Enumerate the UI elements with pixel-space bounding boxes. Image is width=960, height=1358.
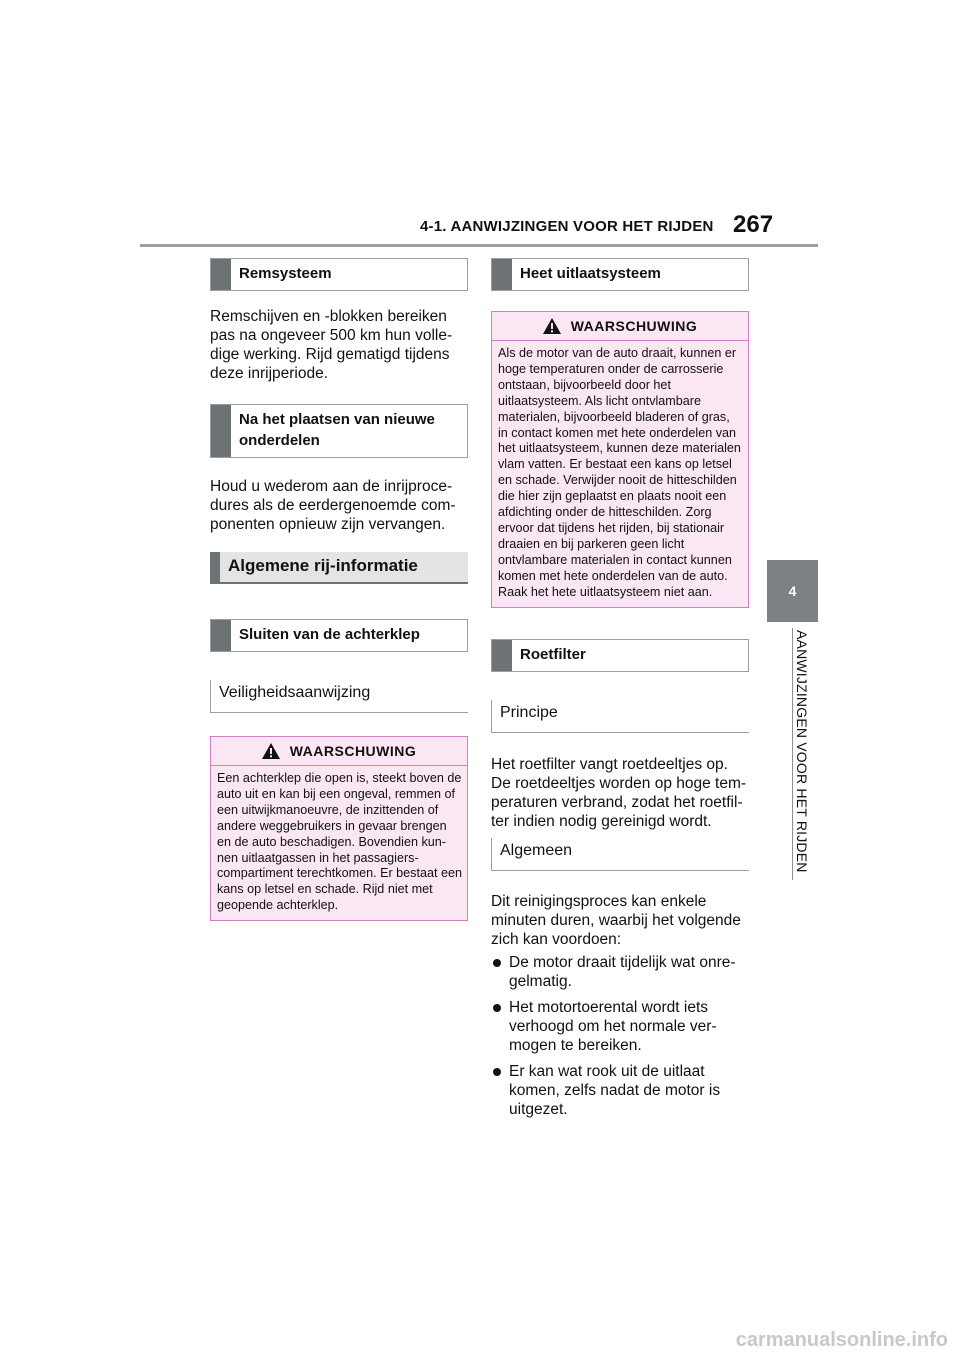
heading-principe: Principe bbox=[491, 700, 749, 733]
heading-bar bbox=[492, 640, 512, 671]
list-item bbox=[491, 1062, 749, 1119]
heading-achterklep bbox=[210, 619, 468, 652]
warning-box-uitlaat bbox=[491, 311, 749, 608]
warning-header bbox=[211, 737, 467, 766]
bullet-list bbox=[491, 953, 749, 1126]
list-item-text: Het motortoerental wordt iets verhoogd om het normale vermogen te bereiken. bbox=[509, 999, 717, 1054]
heading-roetfilter bbox=[491, 639, 749, 672]
heading-remsysteem bbox=[210, 258, 468, 291]
list-item bbox=[491, 953, 749, 991]
heading-veiligheidsaanwijzing: Veiligheidsaanwijzing bbox=[210, 680, 468, 713]
heading-algemeen: Algemeen bbox=[491, 838, 749, 871]
heading-text: Sluiten van de achterklep bbox=[239, 626, 420, 643]
list-item-text: Er kan wat rook uit de uitlaat komen, zelfs nadat de motor is uitgezet. bbox=[509, 1063, 721, 1118]
chapter-tab-label: AANWIJZINGEN VOOR HET RIJDEN bbox=[794, 630, 810, 873]
heading-text: Na het plaatsen van nieuwe onderdelen bbox=[239, 411, 435, 449]
list-item bbox=[491, 998, 749, 1055]
section-algemene-rij-informatie bbox=[210, 552, 468, 584]
heading-bar bbox=[492, 259, 512, 290]
watermark: carmanualsonline.info bbox=[735, 1329, 948, 1351]
bullet-dot bbox=[493, 1068, 501, 1076]
page-number: 267 bbox=[733, 211, 774, 238]
paragraph-nieuwe-onderdelen: Houd u wederom aan de inrijprocedures als de eerdergenoemde componenten opnieuw zijn vervangen. bbox=[210, 478, 456, 533]
warning-title: WAARSCHUWING bbox=[289, 743, 417, 759]
bullet-dot bbox=[493, 959, 501, 967]
section-bar bbox=[210, 552, 220, 582]
warning-box-achterklep bbox=[210, 736, 468, 921]
header-divider bbox=[140, 244, 818, 247]
paragraph-remsysteem: Remschijven en -blokken bereiken pas na ongeveer 500 km hun volledige werking. Rijd gematigd tijdens deze inrijperiode. bbox=[210, 308, 453, 382]
heading-text: Roetfilter bbox=[520, 646, 586, 663]
list-item-text: De motor draait tijdelijk wat onregelmatig. bbox=[509, 954, 736, 990]
heading-heet-uitlaatsysteem bbox=[491, 258, 749, 291]
heading-text: Remsysteem bbox=[239, 265, 332, 282]
paragraph-principe: Het roetfilter vangt roetdeeltjes op. De roetdeeltjes worden op hoge temperaturen verbrand, zodat het roetfilter indien nodig gereinigd wordt. bbox=[491, 756, 747, 830]
warning-header bbox=[492, 312, 748, 341]
warning-triangle-icon bbox=[262, 743, 280, 759]
heading-bar bbox=[211, 259, 231, 290]
bullet-dot bbox=[493, 1004, 501, 1012]
heading-bar bbox=[211, 620, 231, 651]
paragraph-algemeen: Dit reinigingsproces kan enkele minuten duren, waarbij het volgende zich kan voordoen: bbox=[491, 893, 741, 948]
warning-text: Een achterklep die open is, steekt boven de auto uit en kan bij een ongeval, remmen of een uitwijkmanoeuvre, de inzittenden of andere weggebruikers in gevaar brengen en de auto beschadigen. Bovendien kunnen uitlaatgassen in het passagierscompartiment terechtkomen. Er bestaat een kans op letsel en schade. Rijd niet met geopende achterklep. bbox=[217, 771, 463, 913]
heading-text: Heet uitlaatsysteem bbox=[520, 265, 661, 282]
warning-title: WAARSCHUWING bbox=[570, 318, 698, 334]
warning-triangle-icon bbox=[543, 318, 561, 334]
running-header: 4-1. AANWIJZINGEN VOOR HET RIJDEN bbox=[420, 218, 714, 235]
warning-text: Als de motor van de auto draait, kunnen er hoge temperaturen onder de carrosserie ontstaan, bijvoorbeeld door het uitlaatsysteem. Als licht ontvlambare materialen, bijvoorbeeld bladeren of gras, in contact komen met hete onderdelen van het uitlaatsysteem, kunnen deze materialen vlam vatten. Er bestaat een kans op letsel en schade. Verwijder nooit de hitteschilden die hier zijn geplaatst en plaats nooit een afdichting onder de hitteschilden. Zorg ervoor dat tijdens het rijden, bij stationair draaien en bij parkeren geen licht ontvlambare materialen in contact kunnen komen met hete onderdelen van de auto. Raak het hete uitlaatsysteem niet aan. bbox=[498, 346, 741, 599]
heading-bar bbox=[211, 405, 231, 457]
section-text: Algemene rij-informatie bbox=[228, 556, 418, 575]
chapter-tab-rule bbox=[792, 628, 793, 880]
heading-nieuwe-onderdelen bbox=[210, 404, 468, 458]
chapter-tab: 4 bbox=[767, 560, 818, 622]
